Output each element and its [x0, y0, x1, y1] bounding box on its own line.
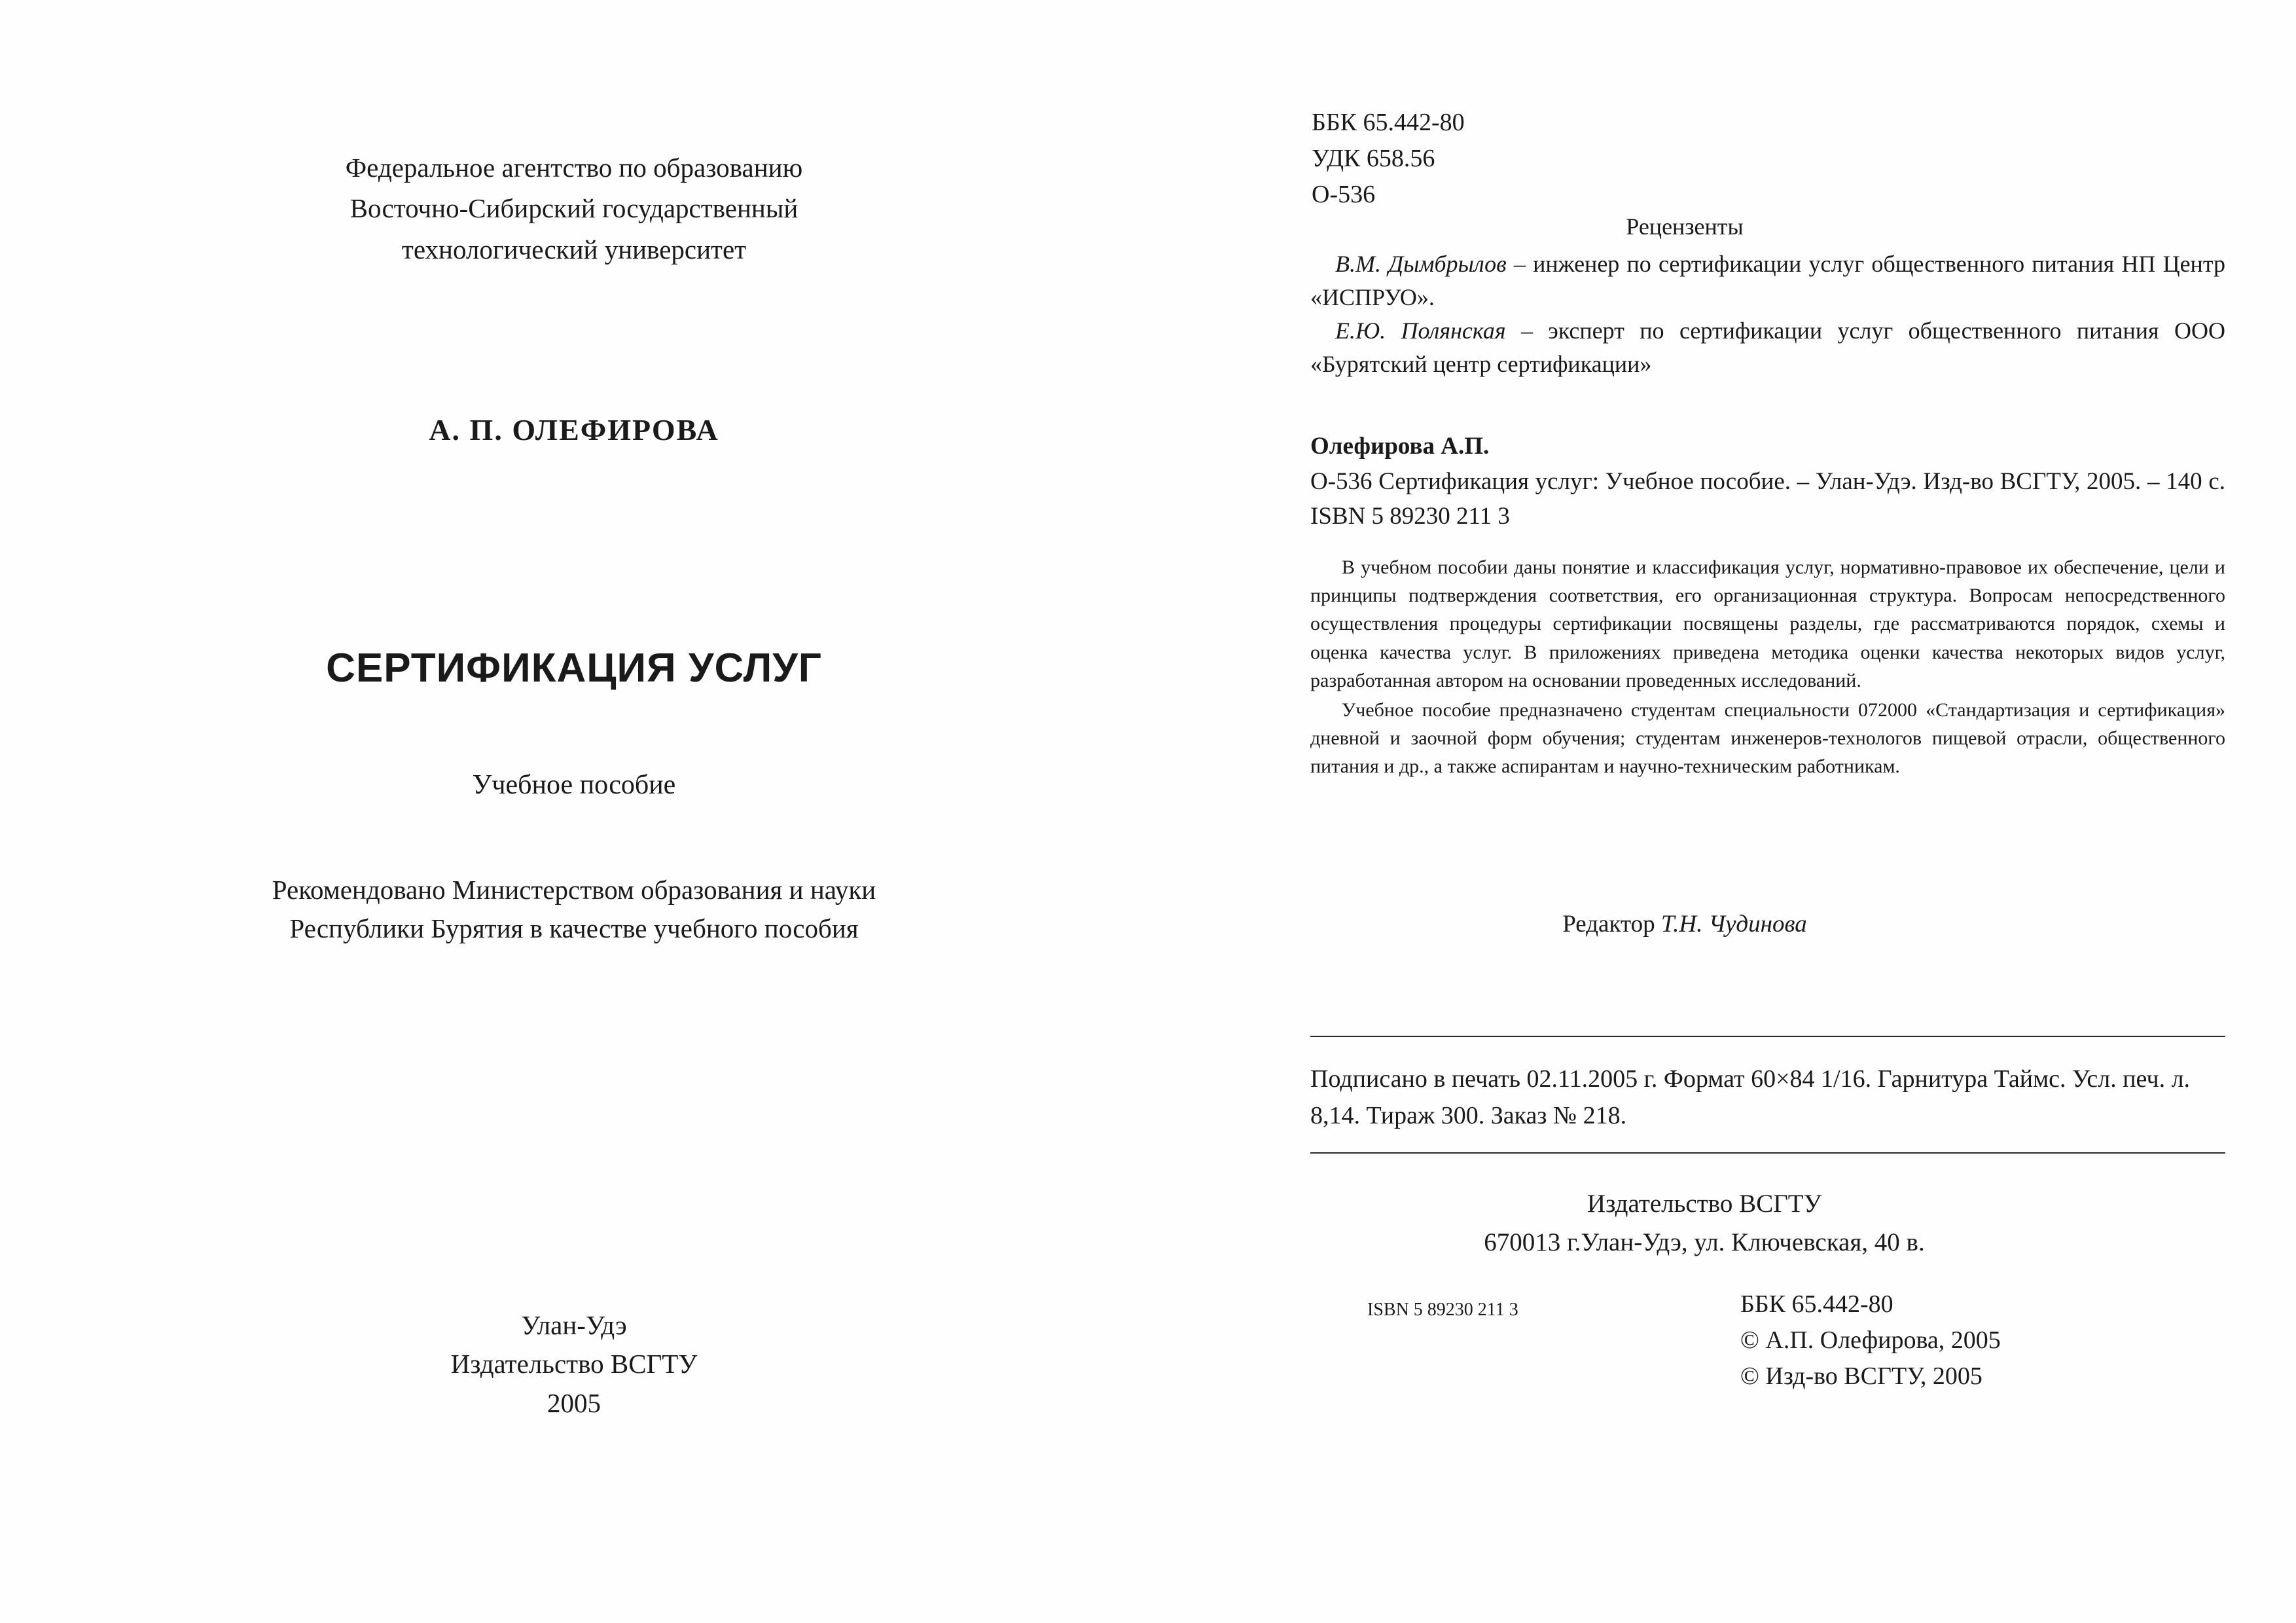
- reviewer-name-2: Е.Ю. Полянская: [1335, 318, 1506, 344]
- imprint-publisher: Издательство ВСГТУ: [450, 1349, 698, 1379]
- agency-line-1: Федеральное агентство по образованию: [345, 153, 803, 183]
- publisher-name: Издательство ВСГТУ: [1587, 1190, 1822, 1218]
- reviewer-entry-1: [1310, 247, 2225, 314]
- classification-codes: [1312, 105, 1465, 213]
- annotation-paragraph-2: Учебное пособие предназначено студентам специальности 072000 «Стандартизация и сертификация» дневной и заочной форм обучения; студентам инженеров-технологов пищевой отрасли, общественного питания и др., а также аспирантам и научно-техническим работникам.: [1310, 699, 2225, 778]
- publisher-address: 670013 г.Улан-Удэ, ул. Ключевская, 40 в.: [1484, 1228, 1925, 1256]
- editor-name: Т.Н. Чудинова: [1660, 911, 1807, 938]
- annotation-block: [1310, 553, 2225, 781]
- bib-author: Олефирова А.П.: [1310, 433, 1490, 460]
- bibliographic-record: [1310, 429, 2225, 534]
- book-code: О-536: [1312, 181, 1376, 209]
- copyright-block: [1740, 1286, 2001, 1395]
- agency-line-2: Восточно-Сибирский государственный: [350, 193, 798, 224]
- print-info: Подписано в печать 02.11.2005 г. Формат 60×84 1/16. Гарнитура Таймс. Усл. печ. л. 8,14. Тираж 300. Заказ № 218.: [1310, 1065, 2191, 1130]
- reviewer-desc-1: – инженер по сертификации услуг общественного питания НП Центр «ИСПРУО».: [1310, 251, 2225, 311]
- publisher-agency-block: [0, 147, 1148, 270]
- annotation-paragraph-1: В учебном пособии даны понятие и классификация услуг, нормативно-правовое их обеспечение, цели и принципы подтверждения соответствия, его организационная структура. Вопросам непосредственного осуществления процедуры сертификации посвящены разделы, где рассматриваются порядок, схемы и оценка качества услуг. В приложениях приведена методика оценки качества некоторых видов услуг, разработанная автором на основании проведенных исследований.: [1310, 556, 2225, 691]
- bib-description: О-536 Сертификация услуг: Учебное пособие. – Улан-Удэ. Изд-во ВСГТУ, 2005. – 140 с. ISBN 5 89230 211 3: [1310, 467, 2225, 530]
- reviewers-list: [1310, 247, 2225, 381]
- divider-bottom: [1310, 1152, 2225, 1154]
- copyright-page: [1148, 0, 2296, 1623]
- author-name: А. П. ОЛЕФИРОВА: [429, 413, 719, 447]
- udk-code: УДК 658.56: [1312, 145, 1435, 173]
- imprint-city: Улан-Удэ: [521, 1310, 627, 1340]
- editor-line: [1148, 910, 2221, 938]
- editor-label: Редактор: [1562, 911, 1655, 938]
- subtitle: Учебное пособие: [472, 770, 676, 800]
- recommendation-block: [0, 871, 1148, 949]
- recommendation-line-2: Республики Бурятия в качестве учебного пособия: [289, 913, 859, 944]
- reviewers-heading: Рецензенты: [1626, 213, 1744, 240]
- isbn-value: ISBN 5 89230 211 3: [1367, 1300, 1518, 1320]
- copyright-bbk: ББК 65.442-80: [1740, 1290, 1893, 1318]
- agency-line-3: технологический университет: [401, 234, 747, 264]
- divider-top: [1310, 1036, 2225, 1037]
- reviewer-entry-2: [1310, 314, 2225, 381]
- copyright-author: © А.П. Олефирова, 2005: [1740, 1326, 2001, 1355]
- reviewer-desc-2: – эксперт по сертификации услуг общественного питания ООО «Бурятский центр сертификации»: [1310, 318, 2225, 378]
- copyright-publisher: © Изд-во ВСГТУ, 2005: [1740, 1362, 1982, 1391]
- recommendation-line-1: Рекомендовано Министерством образования и науки: [272, 875, 876, 905]
- imprint-year: 2005: [547, 1387, 601, 1418]
- bbk-code: ББК 65.442-80: [1312, 109, 1465, 136]
- publisher-block: [1148, 1185, 2261, 1262]
- imprint-block: [0, 1306, 1148, 1423]
- reviewer-name-1: В.М. Дымбрылов: [1335, 251, 1507, 277]
- page-title: СЕРТИФИКАЦИЯ УСЛУГ: [326, 646, 822, 691]
